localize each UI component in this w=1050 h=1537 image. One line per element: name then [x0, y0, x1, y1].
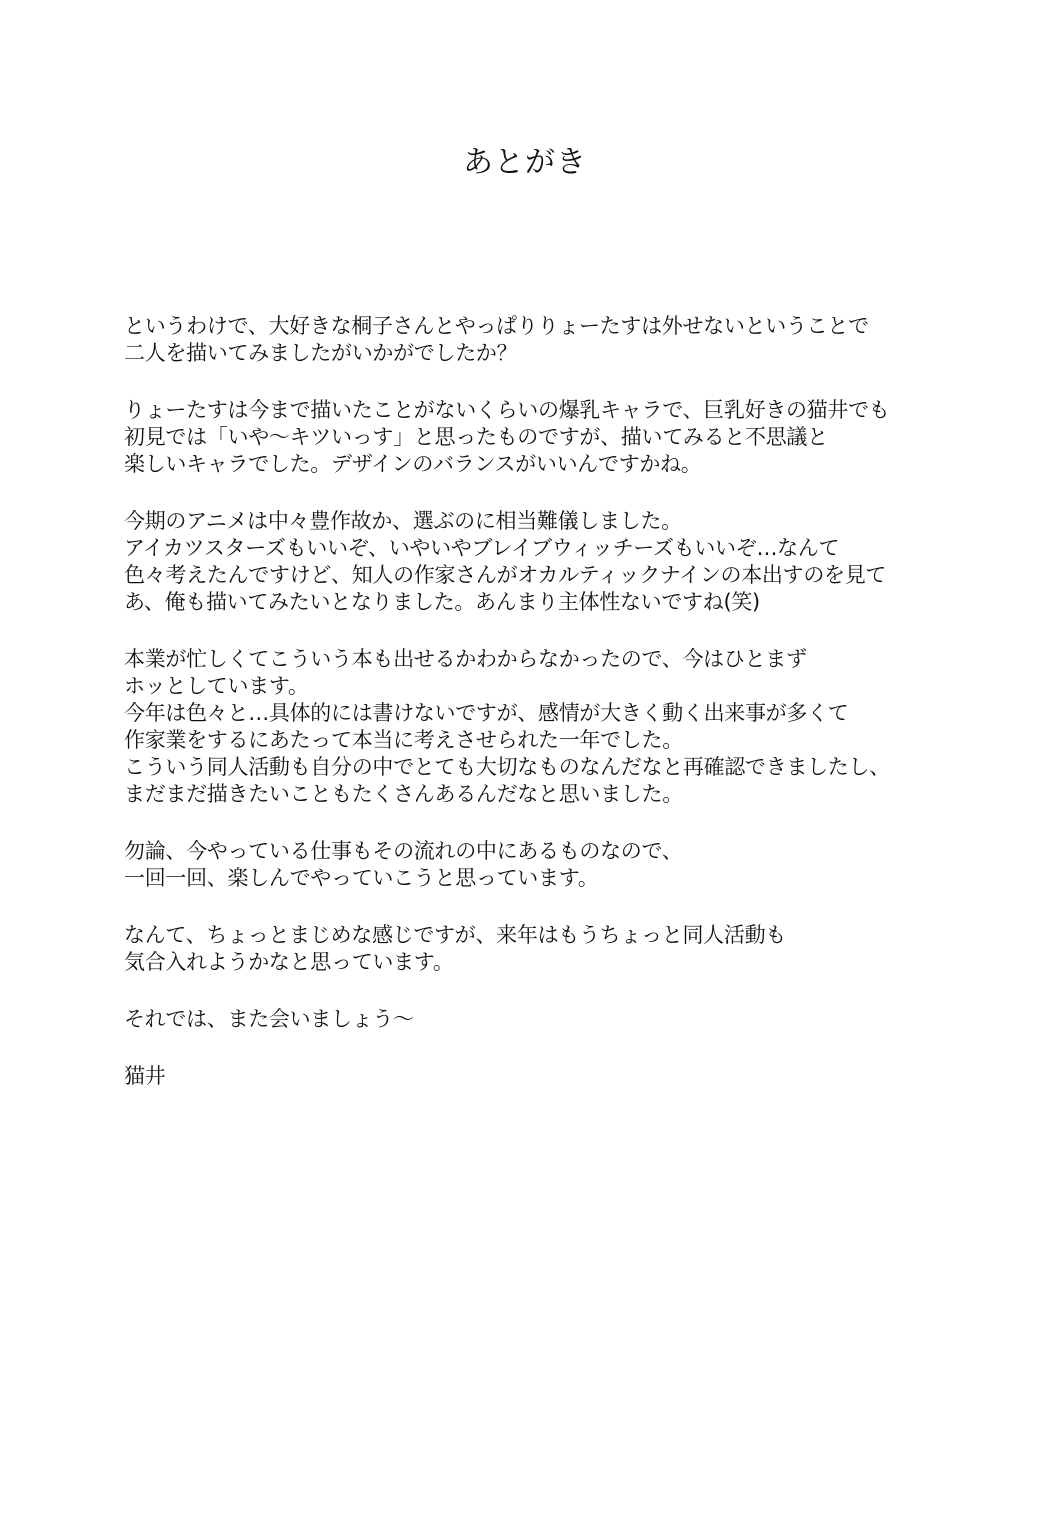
text-line: りょーたすは今まで描いたことがないくらいの爆乳キャラで、巨乳好きの猫井でも [124, 398, 890, 422]
text-line: 一回一回、楽しんでやっていこうと思っています。 [124, 866, 599, 890]
paragraph-anime [124, 508, 1024, 616]
page-title: あとがき [463, 145, 587, 180]
paragraph-farewell [124, 1006, 1024, 1033]
paragraph-intro [124, 313, 1024, 367]
text-line: まだまだ描きたいこともたくさんあるんだなと思いました。 [124, 782, 683, 806]
text-line: 気合入れようかなと思っています。 [124, 950, 454, 974]
author-signature [124, 1063, 1024, 1090]
text-line: 作家業をするにあたって本当に考えさせられた一年でした。 [124, 728, 683, 752]
paragraph-work [124, 646, 1024, 808]
text-line: あ、俺も描いてみたいとなりました。あんまり主体性ないですね(笑) [124, 590, 760, 614]
text-line: 勿論、今やっている仕事もその流れの中にあるものなので、 [124, 839, 683, 863]
text-line: なんて、ちょっとまじめな感じですが、来年はもうちょっと同人活動も [124, 923, 786, 947]
text-line: 本業が忙しくてこういう本も出せるかわからなかったので、今はひとまず [124, 647, 807, 671]
text-line: 今年は色々と…具体的には書けないですが、感情が大きく動く出来事が多くて [124, 701, 849, 725]
signature-text: 猫井 [124, 1064, 166, 1088]
text-line: ホッとしています。 [124, 674, 309, 698]
text-line: それでは、また会いましょう～ [124, 1007, 414, 1031]
paragraph-enjoy [124, 838, 1024, 892]
text-line: というわけで、大好きな桐子さんとやっぱりりょーたすは外せないということで [124, 314, 869, 338]
text-line: 二人を描いてみましたがいかがでしたか？ [124, 341, 518, 365]
text-line: 今期のアニメは中々豊作故か、選ぶのに相当難儀しました。 [124, 509, 682, 533]
paragraph-character [124, 397, 1024, 478]
paragraph-next-year [124, 922, 1024, 976]
text-line: アイカツスターズもいいぞ、いやいやブレイブウィッチーズもいいぞ…なんて [124, 536, 840, 560]
text-line: 楽しいキャラでした。デザインのバランスがいいんですかね。 [124, 452, 702, 476]
text-line: こういう同人活動も自分の中でとても大切なものなんだなと再確認できましたし、 [124, 755, 890, 779]
text-line: 初見では「いや～キツいっす」と思ったものですが、描いてみると不思議と [124, 425, 828, 449]
text-line: 色々考えたんですけど、知人の作家さんがオカルティックナインの本出すのを見て [124, 563, 887, 587]
afterword-body [124, 313, 1024, 1120]
